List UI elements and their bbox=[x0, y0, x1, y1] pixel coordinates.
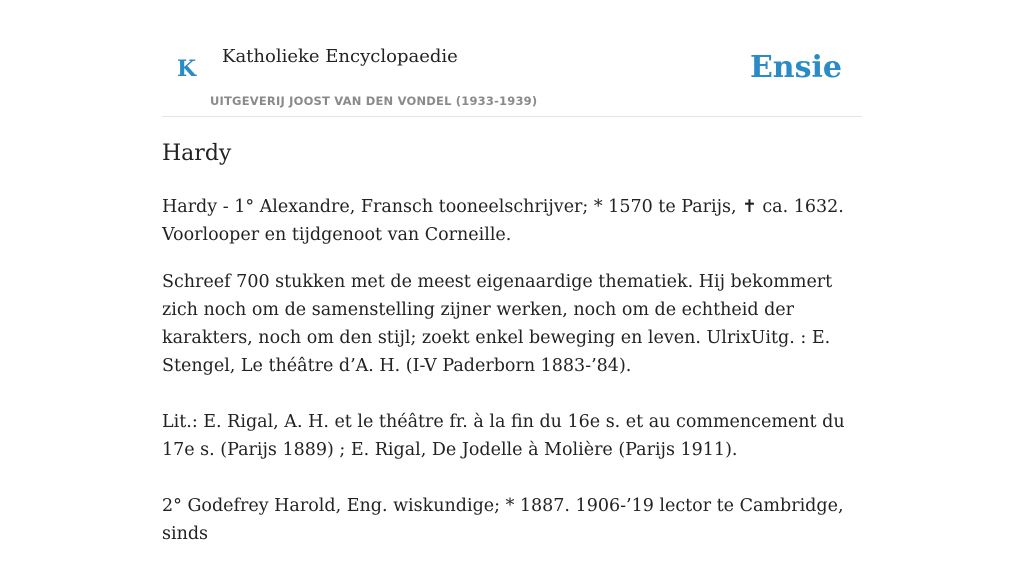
site-title[interactable]: Katholieke Encyclopaedie bbox=[222, 46, 458, 67]
article-paragraph: Hardy - 1° Alexandre, Fransch tooneelschrijver; * 1570 te Parijs, ✝ ca. 1632. Voorlooper en tijdgenoot van Corneille. bbox=[162, 197, 844, 245]
article-body bbox=[162, 138, 862, 567]
article-paragraph: 2° Godefrey Harold, Eng. wiskundige; * 1887. 1906-’19 lector te Cambridge, sinds bbox=[162, 496, 844, 544]
site-header bbox=[162, 0, 862, 117]
site-subtitle: UITGEVERIJ JOOST VAN DEN VONDEL (1933-1939) bbox=[210, 94, 538, 108]
article-paragraph: Schreef 700 stukken met de meest eigenaardige thematiek. Hij bekommert zich noch om de samenstelling zijner werken, noch om de echtheid der karakters, noch om den stijl; zoekt enkel beweging en leven. UlrixUitg. : E. Stengel, Le théâtre d’A. H. (I-V Paderborn 1883-’84). bbox=[162, 272, 833, 376]
site-logo[interactable]: K bbox=[177, 56, 197, 82]
brand-logo[interactable]: Ensie bbox=[749, 50, 842, 85]
article-paragraph: Lit.: E. Rigal, A. H. et le théâtre fr. à la fin du 16e s. et au commencement du 17e s. (Parijs 1889) ; E. Rigal, De Jodelle à Molière (Parijs 1911). bbox=[162, 412, 845, 460]
article-title: Hardy bbox=[162, 141, 232, 166]
